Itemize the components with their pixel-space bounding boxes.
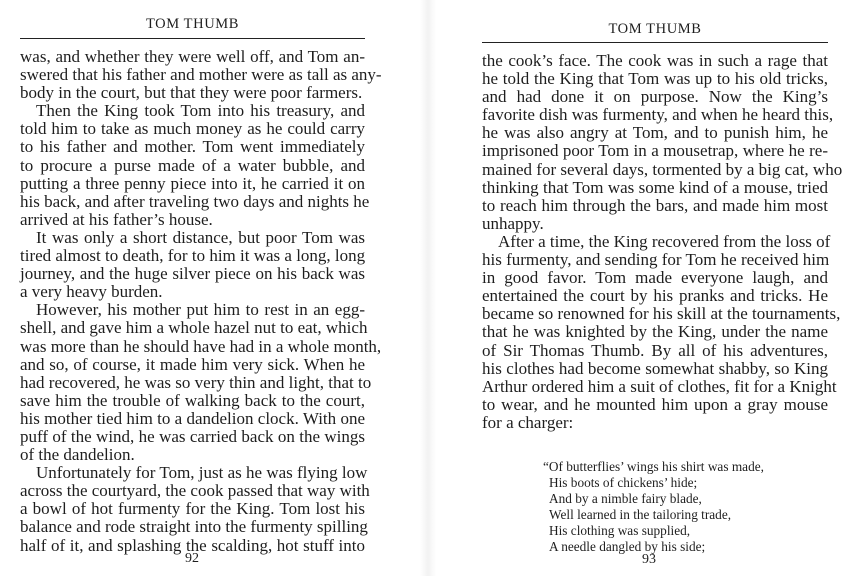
text-line: swered that his father and mother were as tall as any- (20, 65, 382, 85)
text-line: that he was knighted by the King, under the name (482, 322, 828, 342)
text-line: became so renowned for his skill at the tournaments, (482, 304, 841, 324)
text-line: Then the King took Tom into his treasury, and (36, 101, 365, 121)
text-line: entertained the court by his pranks and tricks. He (482, 286, 828, 306)
book-gutter (420, 0, 436, 576)
text-line: unhappy. (482, 213, 544, 233)
poem-line: A needle dangled by his side; (549, 539, 706, 554)
poem-line: His boots of chickens’ hide; (549, 475, 698, 490)
text-line: and had done it on purpose. Now the King’s (482, 87, 828, 107)
text-line: save him the trouble of walking back to the court, (20, 390, 365, 410)
text-line: to procure a purse made of a water bubble, and (20, 155, 365, 175)
text-line: to wear, and he mounted him upon a gray mouse (482, 394, 828, 414)
text-line: However, his mother put him to rest in an egg- (36, 300, 365, 320)
text-line: a bowl of hot furmenty for the King. Tom lost his (20, 499, 365, 519)
text-line: he was also angry at Tom, and to punish him, he (482, 123, 828, 143)
text-line: tired almost to death, for to him it was a long, long (20, 246, 366, 266)
text-line: It was only a short distance, but poor Tom was (36, 227, 365, 247)
text-line: and so, of course, it made him very sick. When he (20, 354, 365, 374)
text-line: favorite dish was furmenty, and when he heard this, (482, 105, 834, 125)
poem-line: His clothing was supplied, (549, 523, 691, 538)
text-line: a very heavy burden. (20, 282, 163, 302)
text-line: imprisoned poor Tom in a mousetrap, where he re- (482, 141, 828, 161)
text-line: puff of the wind, he was carried back on the wings (20, 426, 365, 446)
body-text (482, 51, 843, 432)
text-line: After a time, the King recovered from the loss of (498, 231, 831, 251)
running-header: TOM THUMB (145, 16, 240, 32)
text-line: Arthur ordered him a suit of clothes, fit for a Knight (482, 376, 837, 396)
header-rule (482, 42, 828, 43)
text-line: his back, and after traveling two days and nights he (20, 191, 370, 211)
text-line: had recovered, he was so very thin and light, that to (20, 372, 372, 392)
poem-verse (543, 459, 764, 555)
text-line: was, and whether they were well off, and Tom an- (20, 47, 365, 66)
text-line: arrived at his father’s house. (20, 209, 213, 229)
text-line: told him to take as much money as he could carry (20, 119, 365, 139)
text-line: across the courtyard, the cook passed that way with (20, 481, 370, 501)
poem-line: Well learned in the tailoring trade, (549, 507, 732, 522)
text-line: he told the King that Tom was up to his old tricks, (482, 69, 828, 89)
text-line: his clothes had become somewhat shabby, so King (482, 358, 828, 378)
poem-line: And by a nimble fairy blade, (549, 491, 702, 506)
text-line: balance and rode straight into the furmenty spilling (20, 517, 368, 537)
text-line: was more than he should have had in a whole month, (20, 336, 382, 356)
text-line: to his father and mother. Tom went immediately (20, 137, 365, 157)
text-line: his mother tied him to a dandelion clock. With one (20, 408, 365, 428)
text-line: mained for several days, tormented by a big cat, who (482, 159, 843, 179)
text-line: half of it, and splashing the scalding, hot stuff into (20, 535, 365, 555)
text-line: in good favor. Tom made everyone laugh, and (482, 268, 828, 288)
poem-line: “Of butterflies’ wings his shirt was made, (543, 459, 764, 474)
text-line: to reach him through the bars, and made him most (482, 195, 828, 215)
text-line: the cook’s face. The cook was in such a rage that (482, 51, 828, 70)
right-page (482, 0, 843, 576)
body-text (20, 47, 382, 555)
text-line: for a charger: (482, 412, 574, 432)
text-line: of Sir Thomas Thumb. By all of his adventures, (482, 340, 828, 360)
text-line: of the dandelion. (20, 445, 135, 465)
text-line: his furmenty, and sending for Tom he received him (482, 250, 830, 270)
text-line: shell, and gave him a whole hazel nut to eat, which (20, 318, 368, 338)
header-rule (20, 38, 365, 39)
left-page (20, 0, 382, 576)
running-header: TOM THUMB (608, 21, 702, 37)
text-line: thinking that Tom was some kind of a mouse, tried (482, 177, 828, 197)
text-line: body in the court, but that they were poor farmers. (20, 83, 363, 103)
text-line: Unfortunately for Tom, just as he was flying low (36, 463, 368, 483)
text-line: putting a three penny piece into it, he carried it on (20, 173, 365, 193)
page-number: 93 (642, 552, 656, 567)
page-number: 92 (185, 551, 199, 566)
text-line: journey, and the huge silver piece on his back was (20, 264, 365, 284)
